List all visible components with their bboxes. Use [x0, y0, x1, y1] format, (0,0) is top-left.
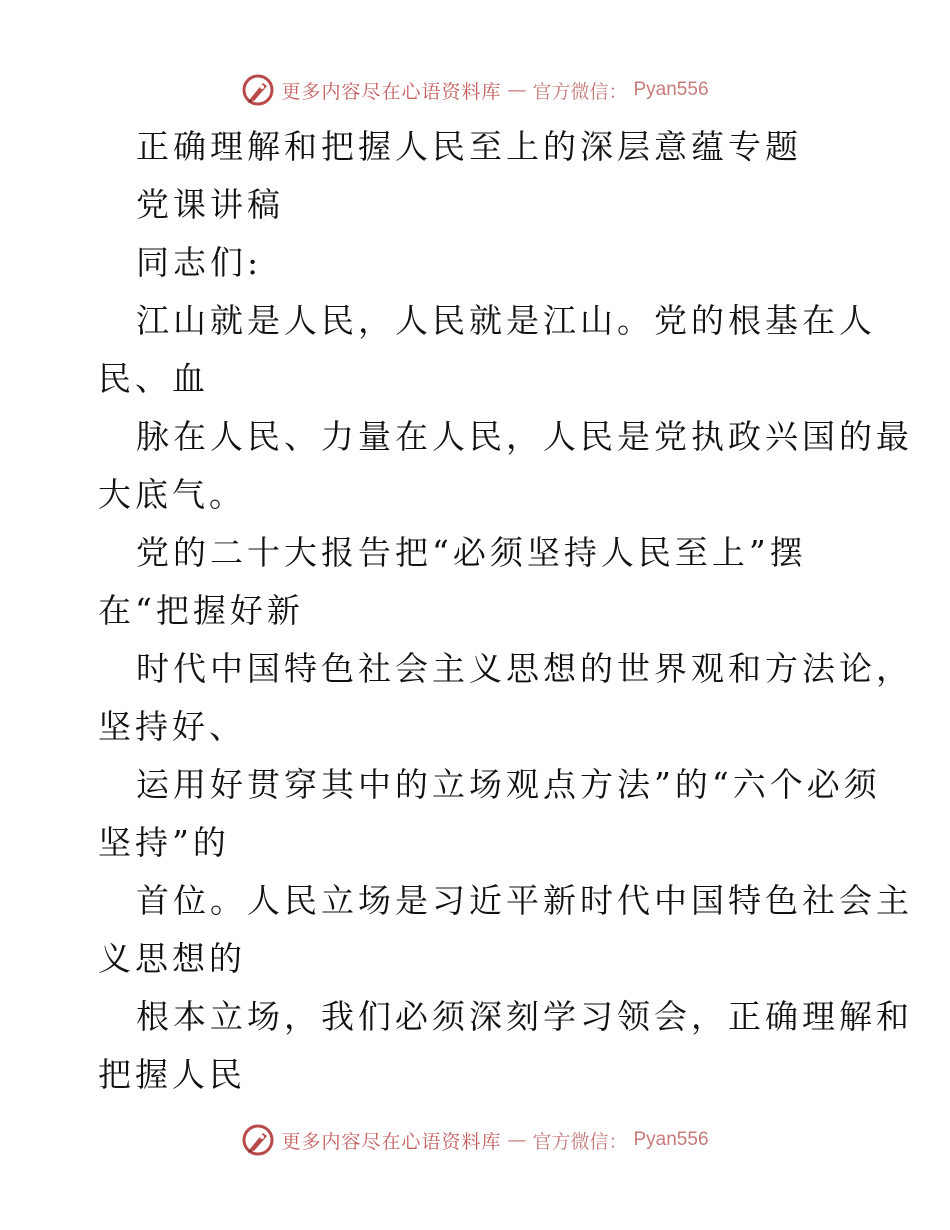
text-line: 义思想的 — [98, 939, 246, 978]
text-line: 江山就是人民，人民就是江山。党的根基在人 — [136, 301, 876, 340]
watermark-separator: — — [507, 79, 527, 101]
text-line: 大底气。 — [98, 475, 246, 514]
watermark-wechat-id: Pyan556 — [633, 79, 709, 100]
pen-logo-icon — [241, 73, 275, 107]
text-line: 在“把握好新 — [98, 591, 304, 630]
text-line: 首位。人民立场是习近平新时代中国特色社会主 — [136, 881, 913, 920]
text-line: 时代中国特色社会主义思想的世界观和方法论， — [136, 649, 913, 688]
text-line: 把握人民 — [98, 1055, 246, 1094]
text-line: 党课讲稿 — [136, 185, 284, 224]
watermark-wechat-id: Pyan556 — [633, 1129, 709, 1150]
watermark-text: 更多内容尽在心语资料库 — [281, 1130, 502, 1153]
text-line: 正确理解和把握人民至上的深层意蕴专题 — [136, 127, 802, 166]
watermark-wechat-label: 官方微信： — [532, 80, 628, 103]
text-line: 党的二十大报告把“必须坚持人民至上”摆 — [136, 533, 807, 572]
text-line: 坚持”的 — [98, 823, 230, 862]
text-line: 脉在人民、力量在人民，人民是党执政兴国的最 — [136, 417, 913, 456]
text-line: 坚持好、 — [98, 707, 246, 746]
text-line: 民、血 — [98, 359, 209, 398]
text-line: 运用好贯穿其中的立场观点方法”的“六个必须 — [136, 765, 881, 804]
watermark-banner-top — [0, 70, 950, 110]
watermark-separator: — — [507, 1129, 527, 1151]
watermark-text: 更多内容尽在心语资料库 — [281, 80, 502, 103]
watermark-wechat-label: 官方微信： — [532, 1130, 628, 1153]
text-line: 根本立场，我们必须深刻学习领会，正确理解和 — [136, 997, 913, 1036]
pen-logo-icon — [241, 1123, 275, 1157]
watermark-banner-bottom — [0, 1120, 950, 1160]
text-line: 同志们: — [136, 243, 263, 282]
